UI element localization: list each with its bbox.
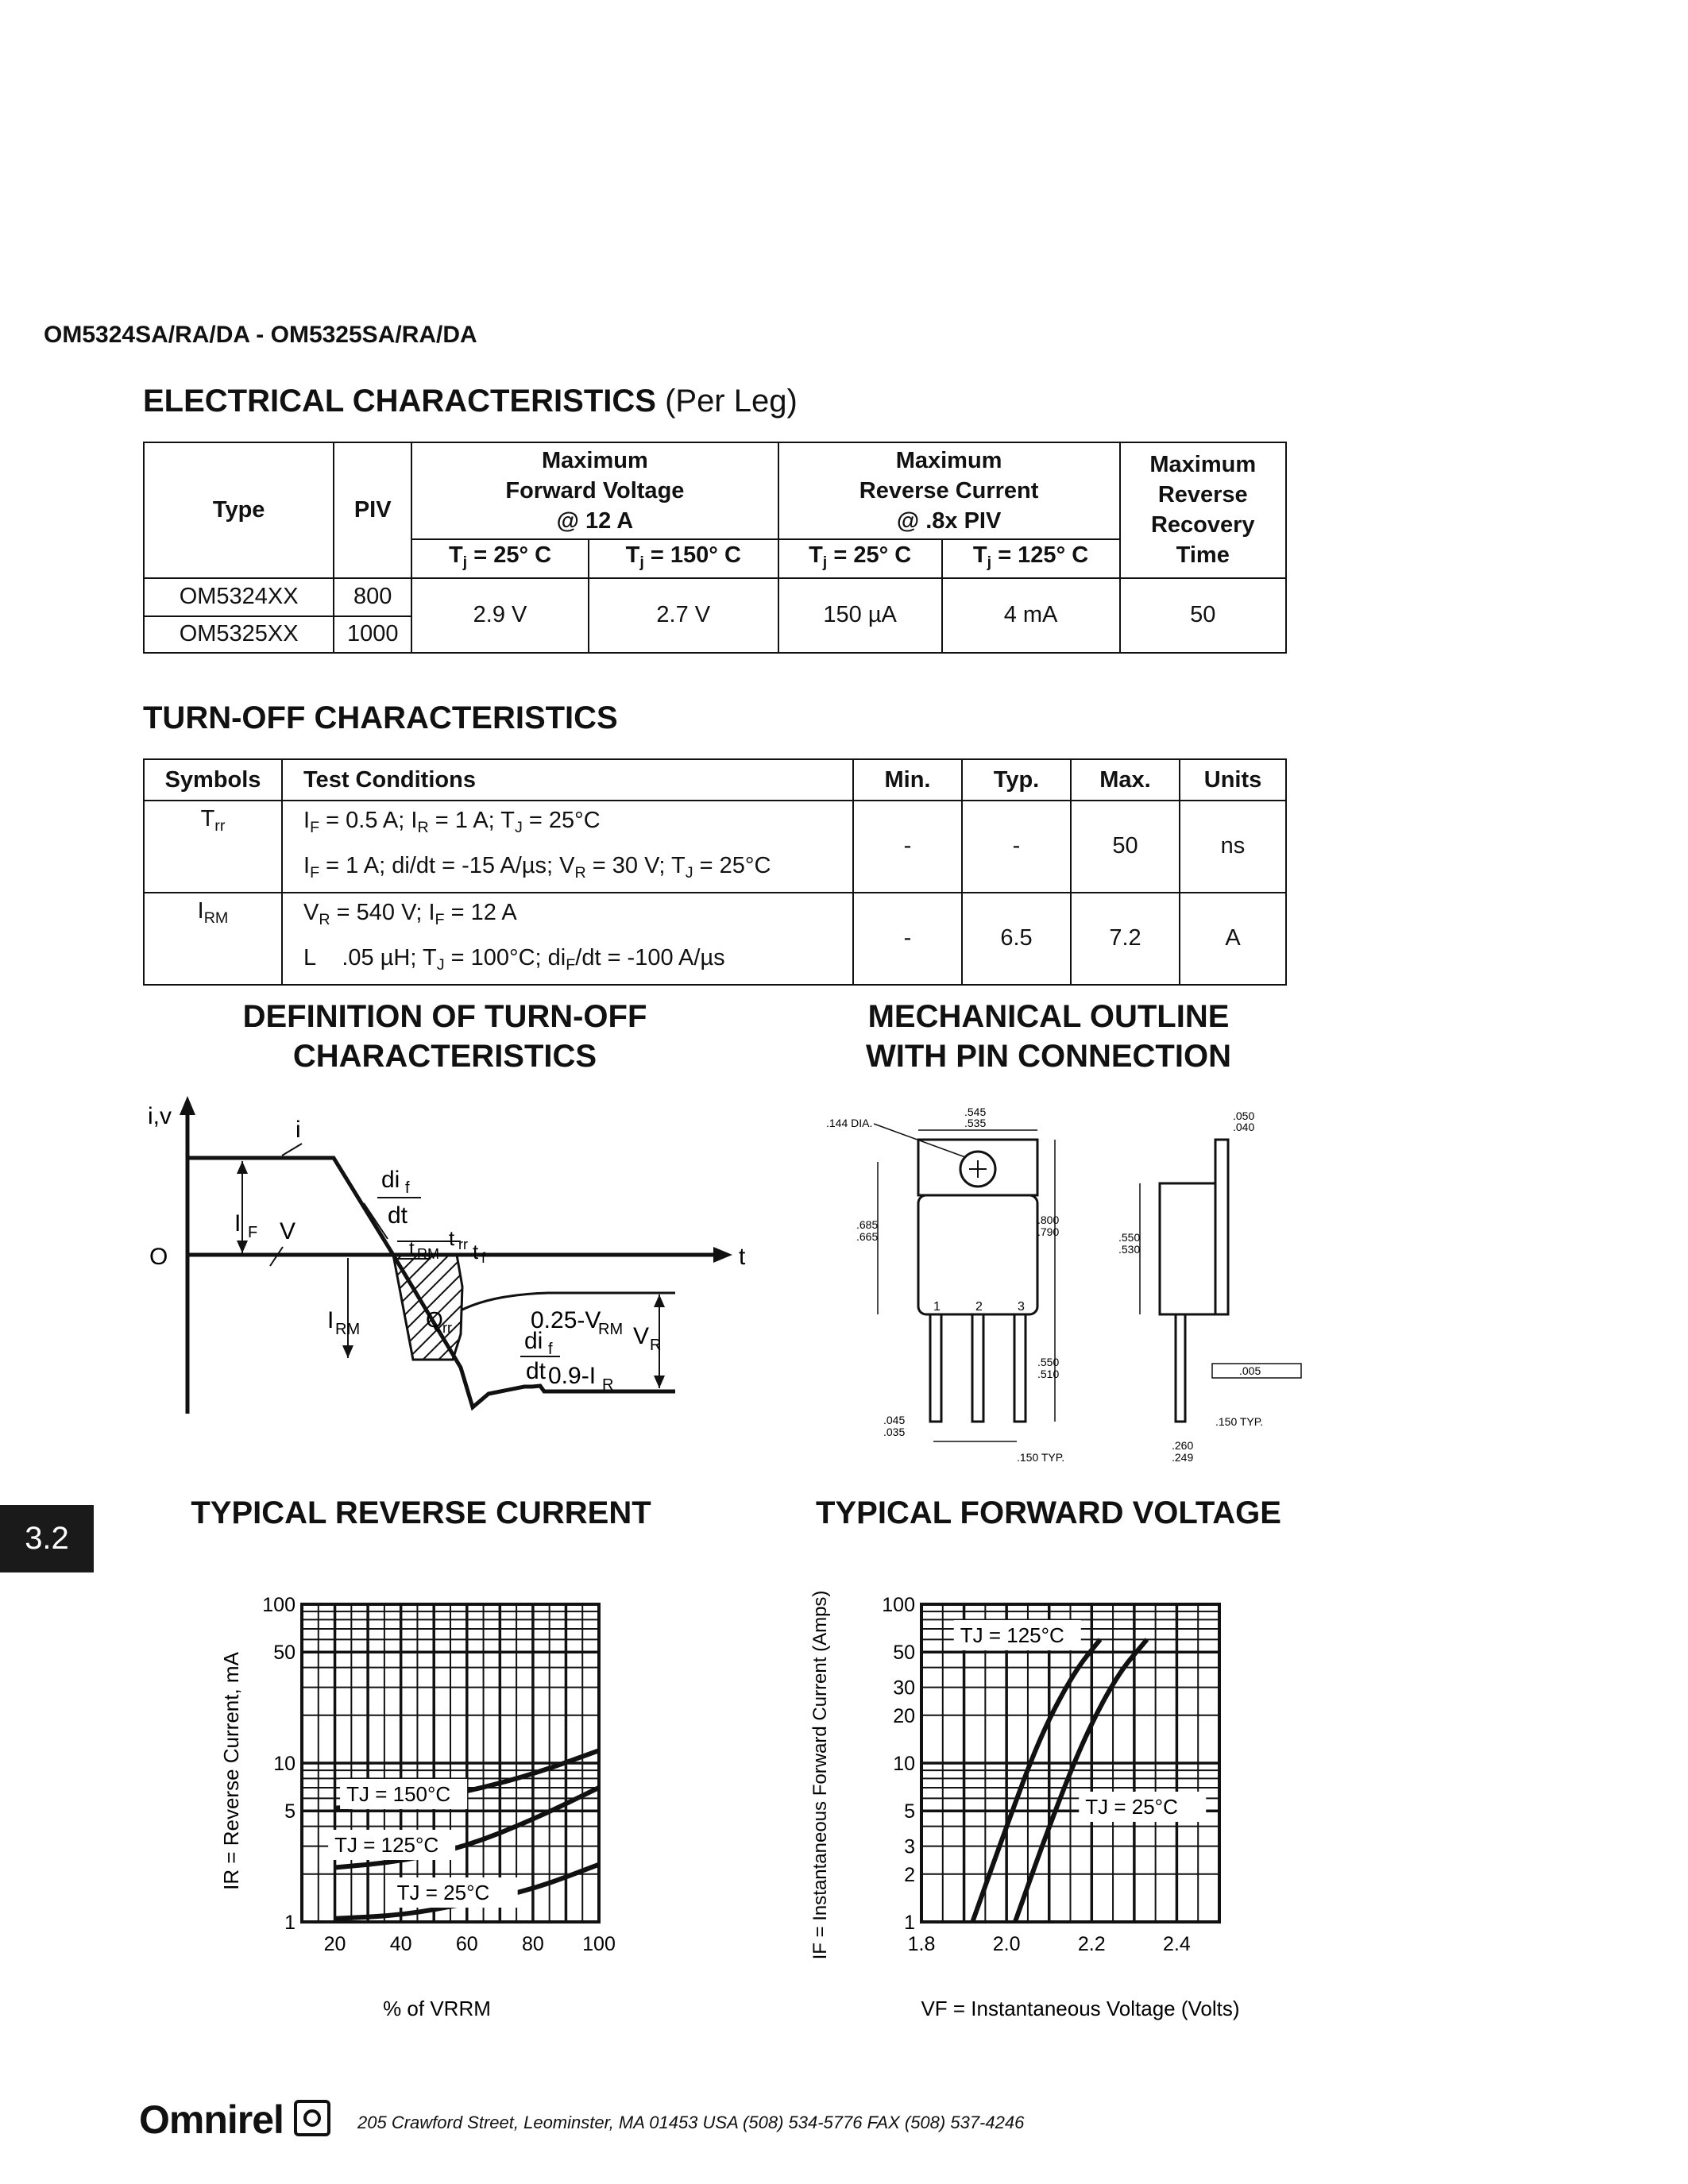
rc-line-1: Maximum (895, 448, 1002, 473)
hdr-min: Min. (853, 759, 962, 801)
svg-text:.005: .005 (1239, 1364, 1261, 1377)
row-2-type: OM5325XX (144, 616, 334, 653)
turnoff-characteristics-title: TURN-OFF CHARACTERISTICS (143, 700, 618, 735)
svg-text:.550: .550 (1118, 1231, 1141, 1244)
rr-line-2: Reverse (1157, 482, 1248, 508)
series-line-0 (972, 1639, 1100, 1922)
svg-text:0.9-I: 0.9-I (548, 1363, 597, 1389)
series-label-1: TJ = 125°C (334, 1833, 439, 1857)
series-label-0: TJ = 150°C (346, 1782, 451, 1806)
col-piv: PIV (334, 442, 411, 578)
svg-text:O: O (149, 1244, 168, 1270)
svg-text:i,v: i,v (148, 1103, 172, 1129)
fv-line-2: Forward Voltage (505, 478, 685, 504)
rc-125-value: 4 mA (942, 578, 1120, 653)
y-tick-label: 50 (273, 1642, 295, 1665)
series-line-1 (1015, 1639, 1147, 1922)
y-tick-label: 2 (904, 1863, 915, 1886)
y-tick-label: 10 (893, 1753, 915, 1775)
forward-y-label: IF = Instantaneous Forward Current (Amps) (809, 1590, 831, 1960)
trr-conditions: $I_F = 0.5$ A; $I_R = 1$ A; $T_J = 25^\circ C$ $I_F = 1$ A; di/dt = -15 A/µs; $V_R = 30$ V; $T_J = 25^\circ C$ (282, 801, 853, 893)
series-label-2: TJ = 25°C (396, 1881, 490, 1904)
y-tick-label: 1 (904, 1912, 915, 1934)
svg-text:I: I (327, 1307, 334, 1333)
svg-text:2: 2 (975, 1300, 983, 1314)
svg-text:R: R (650, 1337, 662, 1354)
svg-text:.144 DIA.: .144 DIA. (826, 1117, 873, 1129)
irm-conditions: $V_R = 540$ V; $I_F = 12$ A L .05 µH; $T_J = 100^\circ C$; $di_F/dt = -100$ A/µs (282, 893, 853, 985)
col-forward-voltage (411, 442, 778, 539)
x-tick-label: 2.0 (992, 1933, 1021, 1955)
hdr-symbols: Symbols (144, 759, 282, 801)
reverse-y-label: IR = Reverse Current, mA (219, 1652, 243, 1890)
series-label-1: TJ = 25°C (1085, 1795, 1178, 1819)
svg-text:.249: .249 (1172, 1451, 1194, 1464)
svg-text:rr: rr (458, 1237, 468, 1252)
svg-text:.530: .530 (1118, 1243, 1141, 1256)
y-tick-label: 100 (262, 1594, 295, 1616)
fv-tj-25: $T_j = 25^\circ$ C (411, 539, 589, 578)
x-tick-label: 20 (323, 1933, 346, 1955)
series-label-0: TJ = 125°C (960, 1623, 1064, 1647)
hdr-test-conditions: Test Conditions (282, 759, 853, 801)
rr-line-3: Recovery (1150, 512, 1255, 538)
row-1-piv: 800 (334, 578, 411, 616)
col-type: Type (144, 442, 334, 578)
electrical-characteristics-table (143, 442, 1287, 654)
trr-units: ns (1180, 801, 1286, 893)
svg-text:dt: dt (388, 1202, 408, 1229)
reverse-x-label: % of VRRM (383, 1997, 491, 2020)
rc-25-value: 150 µA (778, 578, 942, 653)
svg-text:.045: .045 (883, 1414, 906, 1426)
fv-line-3: @ 12 A (556, 508, 634, 534)
turnoff-characteristics-table (143, 758, 1287, 986)
svg-text:V: V (633, 1323, 650, 1349)
y-tick-label: 20 (893, 1704, 915, 1727)
svg-text:.665: .665 (856, 1230, 879, 1243)
col-recovery-time (1120, 442, 1287, 578)
y-tick-label: 1 (284, 1912, 295, 1934)
y-tick-label: 5 (904, 1800, 915, 1823)
x-tick-label: 2.2 (1077, 1933, 1106, 1955)
x-tick-label: 60 (455, 1933, 478, 1955)
irm-units: A (1180, 893, 1286, 985)
fv-line-1: Maximum (542, 448, 648, 473)
svg-text:.685: .685 (856, 1218, 879, 1231)
row-1-type: OM5324XX (144, 578, 334, 616)
y-tick-label: 100 (882, 1594, 915, 1616)
svg-text:dt: dt (526, 1358, 547, 1384)
trr-min: - (853, 801, 962, 893)
electrical-title-text: ELECTRICAL CHARACTERISTICS (143, 384, 656, 419)
rr-line-1: Maximum (1149, 452, 1257, 478)
svg-text:F: F (248, 1224, 258, 1241)
turnoff-definition-diagram (135, 1096, 771, 1430)
symbol-trr: $T_{rr}$ (144, 801, 282, 893)
svg-text:R: R (602, 1376, 614, 1394)
svg-text:V: V (280, 1218, 296, 1244)
svg-text:.550: .550 (1037, 1356, 1060, 1368)
definition-title: DEFINITION OF TURN-OFF CHARACTERISTICS (242, 999, 647, 1074)
trr-typ: - (962, 801, 1071, 893)
hdr-max: Max. (1071, 759, 1180, 801)
electrical-characteristics-title (143, 384, 798, 419)
fv-25-value: 2.9 V (411, 578, 589, 653)
mechanical-outline-drawing (826, 1092, 1311, 1489)
rc-line-2: Reverse Current (859, 478, 1039, 504)
svg-text:RM: RM (417, 1246, 439, 1262)
svg-text:f: f (405, 1179, 410, 1197)
irm-typ: 6.5 (962, 893, 1071, 985)
svg-text:.800: .800 (1037, 1214, 1060, 1226)
irm-min: - (853, 893, 962, 985)
rc-tj-125: $T_j = 125^\circ$ C (942, 539, 1120, 578)
x-tick-label: 40 (389, 1933, 412, 1955)
rc-line-3: @ .8x PIV (896, 508, 1002, 534)
svg-text:.040: .040 (1233, 1121, 1255, 1133)
svg-text:.545: .545 (964, 1106, 987, 1118)
company-logo: Omnirel (139, 2097, 330, 2143)
svg-text:.035: .035 (883, 1426, 906, 1438)
svg-text:.150 TYP.: .150 TYP. (1215, 1415, 1264, 1428)
svg-text:rr: rr (442, 1320, 452, 1336)
reverse-current-title: TYPICAL REVERSE CURRENT (191, 1495, 651, 1530)
svg-text:Q: Q (426, 1307, 443, 1332)
trr-max: 50 (1071, 801, 1180, 893)
footer-address: 205 Crawford Street, Leominster, MA 01453 USA (508) 534-5776 FAX (508) 537-4246 (357, 2113, 1025, 2132)
mechanical-title: MECHANICAL OUTLINE WITH PIN CONNECTION (866, 999, 1231, 1074)
col-reverse-current (778, 442, 1120, 539)
svg-text:1: 1 (933, 1300, 941, 1314)
hdr-units: Units (1180, 759, 1286, 801)
y-tick-label: 3 (904, 1835, 915, 1858)
svg-text:t: t (473, 1240, 479, 1264)
fv-150-value: 2.7 V (589, 578, 778, 653)
y-tick-label: 5 (284, 1800, 295, 1823)
part-number-header: OM5324SA/RA/DA - OM5325SA/RA/DA (44, 322, 477, 348)
svg-text:t: t (409, 1238, 415, 1260)
fv-tj-150: $T_j = 150^\circ$ C (589, 539, 778, 578)
symbol-irm: $I_{RM}$ (144, 893, 282, 985)
svg-text:.150 TYP.: .150 TYP. (1017, 1451, 1065, 1464)
section-tab: 3.2 (0, 1505, 94, 1572)
rr-line-4: Time (1176, 542, 1230, 569)
svg-text:RM: RM (598, 1321, 624, 1338)
y-tick-label: 30 (893, 1677, 915, 1700)
rc-tj-25: $T_j = 25^\circ$ C (778, 539, 942, 578)
svg-text:t: t (449, 1226, 455, 1250)
svg-text:f: f (481, 1250, 486, 1266)
svg-text:di: di (524, 1328, 543, 1354)
electrical-title-suffix: (Per Leg) (665, 384, 798, 419)
svg-text:.260: .260 (1172, 1439, 1194, 1452)
x-tick-label: 100 (582, 1933, 616, 1955)
row-2-piv: 1000 (334, 616, 411, 653)
svg-text:.535: .535 (964, 1117, 987, 1129)
y-tick-label: 10 (273, 1753, 295, 1775)
svg-text:RM: RM (335, 1321, 361, 1338)
svg-text:t: t (739, 1244, 746, 1270)
irm-max: 7.2 (1071, 893, 1180, 985)
svg-text:i: i (295, 1117, 301, 1143)
svg-text:.050: .050 (1233, 1109, 1255, 1122)
y-tick-label: 50 (893, 1642, 915, 1665)
svg-text:0.25-V: 0.25-V (531, 1307, 601, 1333)
svg-text:di: di (381, 1167, 400, 1193)
trr-value: 50 (1120, 578, 1287, 653)
x-tick-label: 80 (521, 1933, 544, 1955)
svg-text:.790: .790 (1037, 1225, 1060, 1238)
x-tick-label: 1.8 (907, 1933, 936, 1955)
svg-text:.510: .510 (1037, 1368, 1060, 1380)
reverse-current-chart (214, 1580, 643, 2025)
hdr-typ: Typ. (962, 759, 1071, 801)
svg-text:I: I (234, 1210, 241, 1237)
forward-x-label: VF = Instantaneous Voltage (Volts) (921, 1997, 1240, 2020)
svg-text:f: f (548, 1341, 553, 1358)
svg-text:3: 3 (1018, 1300, 1025, 1314)
forward-voltage-title: TYPICAL FORWARD VOLTAGE (816, 1495, 1281, 1530)
forward-voltage-chart (806, 1580, 1299, 2025)
x-tick-label: 2.4 (1163, 1933, 1191, 1955)
